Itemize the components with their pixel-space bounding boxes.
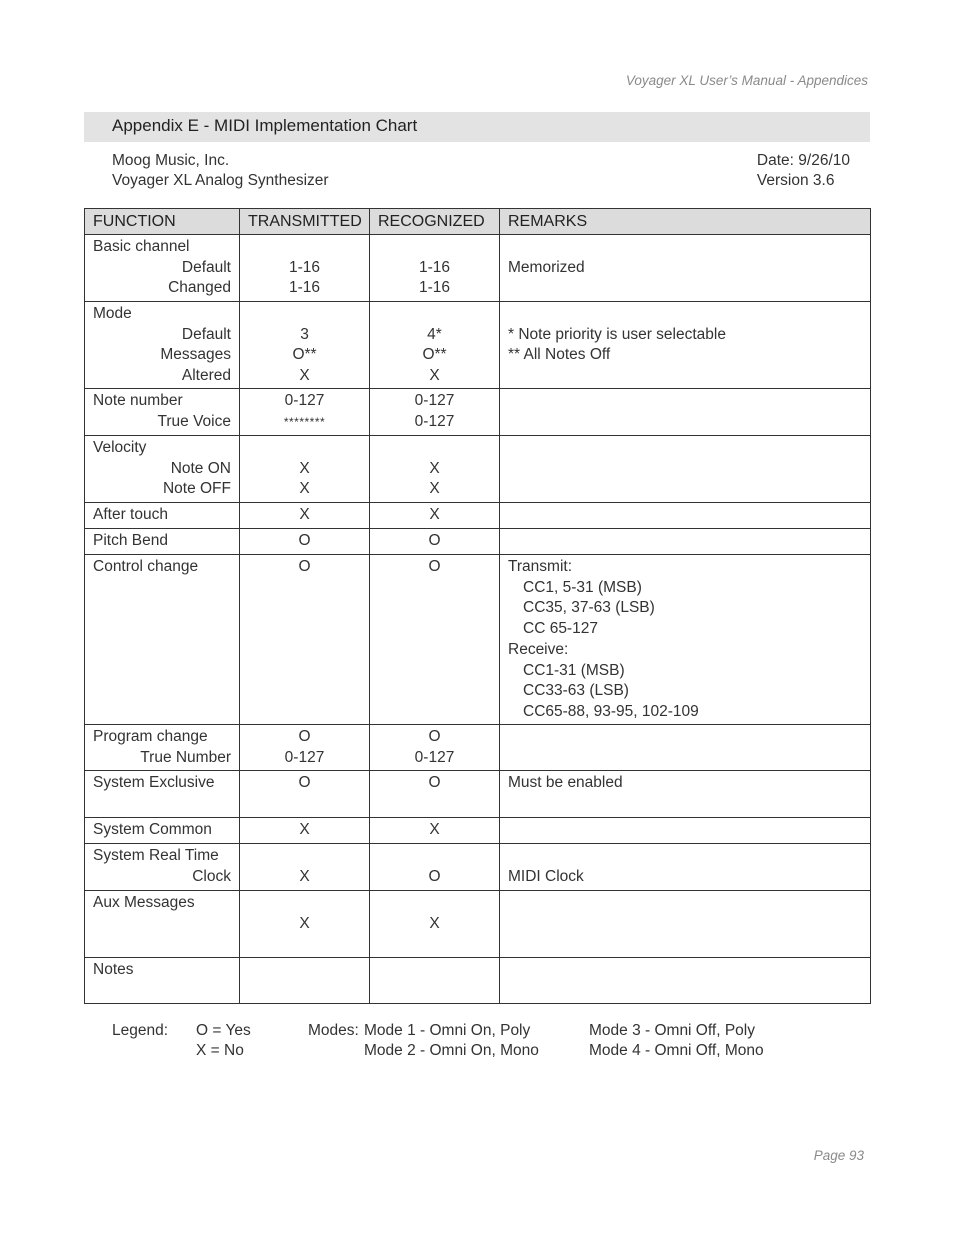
legend-yes: O = Yes [196, 1022, 251, 1039]
remarks-cell [500, 818, 871, 844]
function-name: Aux Messages [93, 894, 195, 911]
function-subitem: Note OFF [162, 480, 231, 498]
remarks-line: Transmit: [508, 558, 573, 575]
transmitted-value: X [299, 480, 310, 498]
function-cell [85, 818, 240, 844]
recognized-cell [370, 302, 500, 389]
recognized-cell [370, 436, 500, 503]
recognized-value: X [429, 506, 440, 523]
recognized-cell [370, 958, 500, 1004]
remarks-line: CC33-63 (LSB) [523, 682, 629, 700]
transmitted-value: X [299, 821, 310, 838]
function-subitem: Clock [192, 867, 231, 885]
transmitted-value: X [299, 914, 310, 932]
transmitted-cell [240, 529, 370, 555]
recognized-value: X [429, 914, 440, 932]
document-version: Version 3.6 [756, 172, 835, 189]
transmitted-value [240, 237, 369, 258]
remarks-cell [500, 844, 871, 891]
function-subitem: Note ON [170, 459, 231, 477]
table-row [85, 891, 871, 958]
recognized-cell [370, 555, 500, 725]
remarks-line: MIDI Clock [508, 867, 584, 885]
recognized-value: O [428, 558, 441, 575]
table-row [85, 725, 871, 771]
remarks-cell [500, 235, 871, 302]
company-block [112, 151, 329, 191]
section-title: Appendix E - MIDI Implementation Chart [112, 116, 418, 135]
recognized-value: 1-16 [418, 279, 451, 297]
transmitted-value [240, 846, 369, 867]
transmitted-cell [240, 844, 370, 891]
recognized-cell [370, 844, 500, 891]
transmitted-value: O [298, 774, 311, 791]
recognized-value: 0-127 [414, 392, 455, 409]
transmitted-value: ******** [283, 414, 326, 429]
recognized-value [370, 846, 499, 867]
function-cell [85, 302, 240, 389]
transmitted-value: O [298, 558, 311, 575]
recognized-value: 0-127 [414, 412, 455, 430]
function-name: Program change [93, 728, 208, 745]
company-name: Moog Music, Inc. [112, 152, 230, 169]
table-row [85, 771, 871, 818]
table-row [85, 555, 871, 725]
recognized-cell [370, 818, 500, 844]
table-row [85, 389, 871, 436]
recognized-value: O [428, 867, 441, 885]
remarks-line [508, 846, 862, 867]
recognized-cell [370, 771, 500, 818]
function-subitem: Default [181, 325, 231, 343]
function-subitem: Messages [160, 346, 231, 364]
remarks-line [508, 304, 862, 325]
function-cell [85, 389, 240, 436]
recognized-value [370, 304, 499, 325]
remarks-cell [500, 771, 871, 818]
remarks-line: Receive: [508, 640, 569, 658]
transmitted-value [240, 304, 369, 325]
header-recognized: RECOGNIZED [370, 209, 500, 235]
transmitted-value: 0-127 [284, 392, 325, 409]
running-head: Voyager XL User’s Manual - Appendices [625, 73, 868, 88]
recognized-cell [370, 389, 500, 436]
transmitted-value: 0-127 [284, 748, 325, 766]
remarks-line: CC1, 5-31 (MSB) [523, 578, 642, 596]
table-row [85, 818, 871, 844]
transmitted-cell [240, 771, 370, 818]
transmitted-cell [240, 503, 370, 529]
recognized-value: 0-127 [414, 748, 455, 766]
recognized-value: O [428, 532, 441, 549]
header-remarks: REMARKS [500, 209, 871, 235]
table-row [85, 235, 871, 302]
transmitted-value: X [299, 506, 310, 523]
page-number: Page 93 [813, 1148, 864, 1163]
recognized-value: 4* [427, 325, 442, 343]
transmitted-cell [240, 555, 370, 725]
legend-no: X = No [196, 1042, 244, 1059]
function-name: After touch [93, 506, 168, 523]
table-row [85, 436, 871, 503]
function-name: System Exclusive [93, 774, 215, 791]
modes-label: Modes: [308, 1022, 359, 1039]
remarks-line: CC 65-127 [523, 620, 598, 638]
table-header-row [85, 209, 871, 235]
function-cell [85, 436, 240, 503]
transmitted-cell [240, 389, 370, 436]
transmitted-value [240, 438, 369, 459]
function-name: System Common [93, 821, 212, 838]
transmitted-value: X [299, 867, 310, 885]
transmitted-cell [240, 235, 370, 302]
function-name: Velocity [93, 439, 147, 456]
function-name: Pitch Bend [93, 532, 168, 549]
remarks-line: ** All Notes Off [508, 346, 611, 364]
transmitted-value: 3 [300, 325, 309, 343]
function-name: Notes [93, 961, 134, 978]
recognized-value [370, 237, 499, 258]
function-cell [85, 503, 240, 529]
remarks-cell [500, 891, 871, 958]
recognized-cell [370, 529, 500, 555]
table-row [85, 844, 871, 891]
transmitted-value: O [298, 532, 311, 549]
function-cell [85, 844, 240, 891]
recognized-value [370, 438, 499, 459]
transmitted-value: X [299, 459, 310, 477]
function-subitem: True Number [140, 748, 231, 766]
function-cell [85, 891, 240, 958]
mode-3: Mode 3 - Omni Off, Poly [589, 1022, 755, 1039]
legend-label: Legend: [112, 1022, 169, 1039]
mode-2: Mode 2 - Omni On, Mono [364, 1042, 539, 1059]
table-body [85, 235, 871, 1004]
function-name: Mode [93, 305, 132, 322]
remarks-cell [500, 555, 871, 725]
recognized-value: 1-16 [418, 258, 451, 276]
recognized-cell [370, 725, 500, 771]
remarks-cell [500, 958, 871, 1004]
function-cell [85, 529, 240, 555]
table-row [85, 958, 871, 1004]
transmitted-value: O** [292, 346, 317, 364]
recognized-value: O** [422, 346, 447, 364]
mode-4: Mode 4 - Omni Off, Mono [589, 1042, 764, 1059]
transmitted-cell [240, 725, 370, 771]
function-cell [85, 771, 240, 818]
recognized-value: O [428, 774, 441, 791]
function-cell [85, 235, 240, 302]
transmitted-cell [240, 958, 370, 1004]
table-row [85, 302, 871, 389]
function-cell [85, 725, 240, 771]
recognized-value: X [429, 480, 440, 498]
product-name: Voyager XL Analog Synthesizer [112, 172, 329, 189]
document-date: Date: 9/26/10 [756, 152, 850, 169]
remarks-line [508, 237, 862, 258]
remarks-cell [500, 436, 871, 503]
remarks-cell [500, 389, 871, 436]
remarks-cell [500, 529, 871, 555]
recognized-cell [370, 891, 500, 958]
recognized-value: X [429, 367, 440, 385]
transmitted-cell [240, 818, 370, 844]
function-name: Note number [93, 392, 183, 409]
remarks-cell [500, 503, 871, 529]
function-name: System Real Time [93, 847, 219, 864]
function-cell [85, 555, 240, 725]
function-name: Basic channel [93, 238, 190, 255]
transmitted-cell [240, 891, 370, 958]
transmitted-value: 1-16 [288, 279, 321, 297]
remarks-cell [500, 725, 871, 771]
midi-implementation-table [84, 208, 871, 1004]
remarks-line: CC35, 37-63 (LSB) [523, 599, 655, 617]
function-subitem: True Voice [157, 412, 231, 430]
function-subitem: Changed [168, 279, 231, 297]
function-subitem: Default [181, 258, 231, 276]
function-cell [85, 958, 240, 1004]
remarks-line: * Note priority is user selectable [508, 325, 726, 343]
transmitted-value: O [298, 728, 311, 745]
transmitted-value [240, 893, 369, 914]
remarks-line: Memorized [508, 258, 585, 276]
remarks-line: CC1-31 (MSB) [523, 661, 625, 679]
table-row [85, 529, 871, 555]
transmitted-cell [240, 436, 370, 503]
function-subitem: Altered [181, 367, 231, 385]
transmitted-value: X [299, 367, 310, 385]
header-transmitted: TRANSMITTED [240, 209, 370, 235]
remarks-cell [500, 302, 871, 389]
recognized-value [370, 893, 499, 914]
section-title-bar [84, 112, 870, 142]
recognized-value: X [429, 459, 440, 477]
header-function: FUNCTION [85, 209, 240, 235]
table-row [85, 503, 871, 529]
recognized-value: X [429, 821, 440, 838]
remarks-line: CC65-88, 93-95, 102-109 [523, 702, 699, 720]
recognized-cell [370, 235, 500, 302]
transmitted-cell [240, 302, 370, 389]
date-version-block [757, 151, 850, 191]
function-name: Control change [93, 558, 199, 575]
recognized-cell [370, 503, 500, 529]
transmitted-value: 1-16 [288, 258, 321, 276]
recognized-value: O [428, 728, 441, 745]
remarks-line: Must be enabled [508, 774, 623, 791]
mode-1: Mode 1 - Omni On, Poly [364, 1022, 531, 1039]
